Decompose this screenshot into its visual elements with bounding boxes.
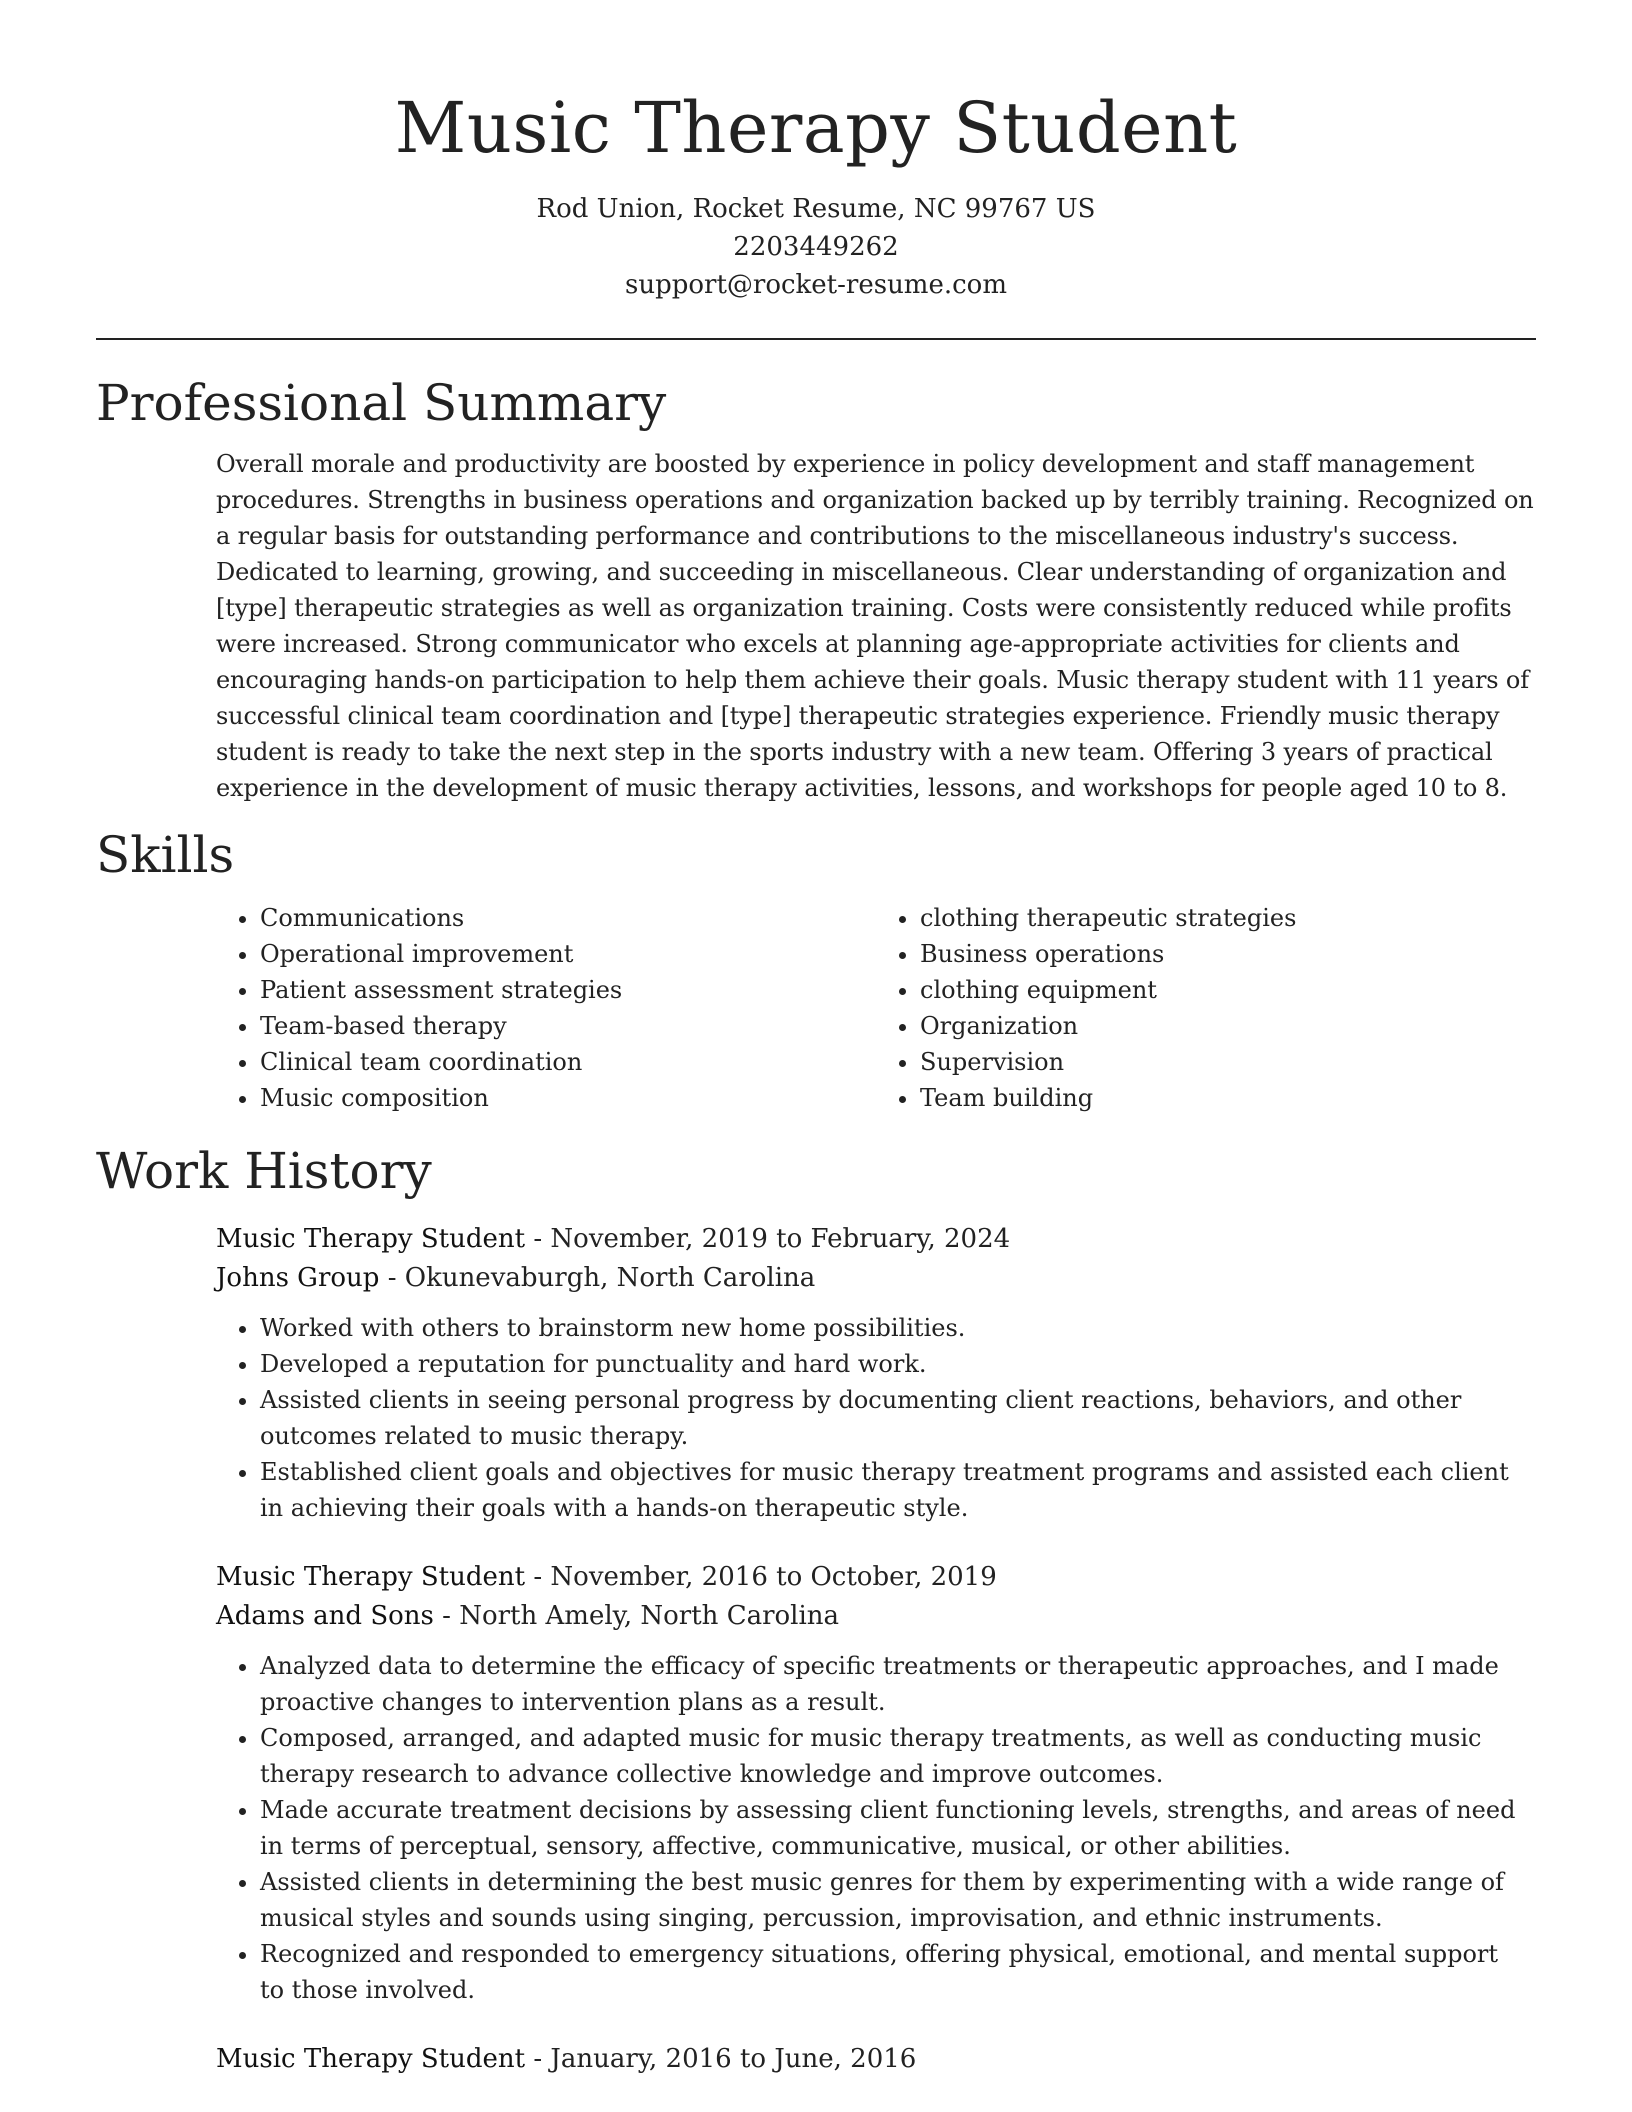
- skill-item: • Business operations: [920, 936, 1536, 972]
- separator: -: [533, 2044, 551, 2074]
- skill-item: • clothing equipment: [920, 972, 1536, 1008]
- job-role: Music Therapy Student: [216, 1562, 526, 1592]
- job-bullet: • Worked with others to brainstorm new home possibilities.: [260, 1310, 1536, 1346]
- skill-item: • Supervision: [920, 1044, 1536, 1080]
- job-location: North Amely, North Carolina: [459, 1601, 840, 1631]
- job-company: Adams and Sons: [216, 1601, 434, 1631]
- header-divider: [96, 338, 1536, 340]
- job-bullet: • Made accurate treatment decisions by assessing client functioning levels, strengths, and areas of need in terms of perceptual, sensory, affective, communicative, musical, or other abilities.: [260, 1792, 1536, 1864]
- skill-item: • Team-based therapy: [260, 1008, 876, 1044]
- separator: -: [533, 1224, 551, 1254]
- job-title-line: [216, 1220, 1536, 1259]
- skill-item: • Communications: [260, 900, 876, 936]
- job-bullet: • Assisted clients in seeing personal progress by documenting client reactions, behaviors, and other outcomes related to music therapy.: [260, 1382, 1536, 1454]
- job-responsibilities: [216, 1648, 1536, 2008]
- skill-item: • Team building: [920, 1080, 1536, 1116]
- skills-column-left: [216, 900, 876, 1116]
- job-bullet: • Analyzed data to determine the efficacy of specific treatments or therapeutic approaches, and I made proactive changes to intervention plans as a result.: [260, 1648, 1536, 1720]
- job-company-line: [216, 1259, 1536, 1298]
- skill-item: • Clinical team coordination: [260, 1044, 876, 1080]
- job-company: Johns Group: [216, 1263, 380, 1293]
- job-bullet: • Established client goals and objectives for music therapy treatment programs and assisted each client in achieving their goals with a hands-on therapeutic style.: [260, 1454, 1536, 1526]
- job-dates: January, 2016 to June, 2016: [550, 2044, 917, 2074]
- separator: -: [442, 1601, 460, 1631]
- job-bullet: • Recognized and responded to emergency situations, offering physical, emotional, and mental support to those involved.: [260, 1936, 1536, 2008]
- job-bullet: • Assisted clients in determining the best music genres for them by experimenting with a wide range of musical styles and sounds using singing, percussion, improvisation, and ethnic instruments.: [260, 1864, 1536, 1936]
- skill-item: • Operational improvement: [260, 936, 876, 972]
- job-entry: [216, 1558, 1536, 2008]
- job-role: Music Therapy Student: [216, 2044, 526, 2074]
- resume-header: [96, 0, 1536, 304]
- job-dates: November, 2019 to February, 2024: [550, 1224, 1011, 1254]
- skills-column-right: [876, 900, 1536, 1116]
- skills-heading: Skills: [96, 826, 235, 884]
- contact-email: support@rocket-resume.com: [624, 270, 1007, 300]
- job-bullet: • Developed a reputation for punctuality and hard work.: [260, 1346, 1536, 1382]
- separator: -: [387, 1263, 405, 1293]
- job-responsibilities: [216, 1310, 1536, 1526]
- summary-text: Overall morale and productivity are boosted by experience in policy development and staff management procedures. Strengths in business operations and organization backed up by terribly training. Recognized on a regular basis for outstanding performance and contributions to the miscellaneous industry's success. Dedicated to learning, growing, and succeeding in miscellaneous. Clear understanding of organization and [type] therapeutic strategies as well as organization training. Costs were consistently reduced while profits were increased. Strong communicator who excels at planning age-appropriate activities for clients and encouraging hands-on participation to help them achieve their goals. Music therapy student with 11 years of successful clinical team coordination and [type] therapeutic strategies experience. Friendly music therapy student is ready to take the next step in the sports industry with a new team. Offering 3 years of practical experience in the development of music therapy activities, lessons, and workshops for people aged 10 to 8.: [216, 450, 1534, 802]
- contact-address: Rod Union, Rocket Resume, NC 99767 US: [536, 194, 1096, 224]
- job-entry: [216, 2040, 1536, 2079]
- candidate-name: Music Therapy Student: [394, 87, 1238, 169]
- job-location: Okunevaburgh, North Carolina: [404, 1263, 816, 1293]
- summary-heading: Professional Summary: [96, 374, 667, 432]
- resume-page: [96, 0, 1536, 2079]
- skill-item: • Organization: [920, 1008, 1536, 1044]
- work-history-heading: Work History: [96, 1142, 432, 1200]
- skill-item: • Patient assessment strategies: [260, 972, 876, 1008]
- job-bullet: • Composed, arranged, and adapted music for music therapy treatments, as well as conducting music therapy research to advance collective knowledge and improve outcomes.: [260, 1720, 1536, 1792]
- skill-item: • clothing therapeutic strategies: [920, 900, 1536, 936]
- skill-item: • Music composition: [260, 1080, 876, 1116]
- job-entry: [216, 1220, 1536, 1526]
- job-dates: November, 2016 to October, 2019: [550, 1562, 997, 1592]
- job-title-line: [216, 2040, 1536, 2079]
- job-title-line: [216, 1558, 1536, 1597]
- contact-phone: 2203449262: [733, 232, 899, 262]
- skills-list: [216, 900, 1536, 1116]
- job-role: Music Therapy Student: [216, 1224, 526, 1254]
- job-company-line: [216, 1597, 1536, 1636]
- separator: -: [533, 1562, 551, 1592]
